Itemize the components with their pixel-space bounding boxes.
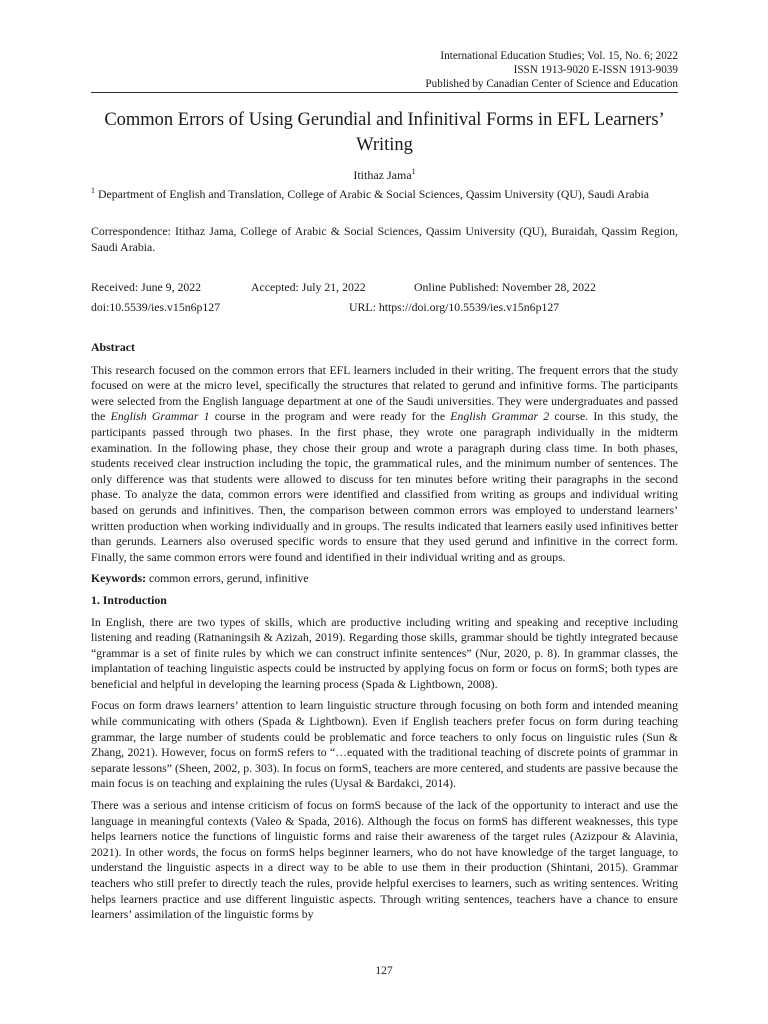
- header-divider: [91, 92, 678, 93]
- accepted-date: Accepted: July 21, 2022: [251, 280, 366, 294]
- affiliation-text: Department of English and Translation, College of Arabic & Social Sciences, Qassim University (QU), Saudi Arabia: [95, 187, 650, 201]
- journal-issn-line: ISSN 1913-9020 E-ISSN 1913-9039: [513, 64, 678, 76]
- abstract-text-2: course in the program and were ready for the: [209, 409, 451, 424]
- intro-paragraph-1: In English, there are two types of skills, which are productive including writing and speaking and receptive including listening and reading (Ratnaningsih & Azizah, 2019). Regarding those skills, grammar should be tightly integrated because “grammar is a set of finite rules by which we can construct infinite sentences” (Nur, 2020, p. 8). In grammar classes, the implantation of teaching linguistic aspects could be instructed by applying focus on form or focus on formS; both types are beneficial and helpful in developing the learning process (Spada & Lightbown, 2008).: [91, 614, 678, 691]
- intro-paragraph-2: Focus on form draws learners’ attention to learn linguistic structure through focusing on both form and intended meaning while communicating with others (Spada & Lightbown). Even if English teachers prefer focus on form during teaching grammar, the large number of students could be problematic and force teachers to only focus on linguistic rules (Sun & Zhang, 2021). However, focus on formS refers to “…equated with the traditional teaching of discrete points of grammar in separate lessons” (Sheen, 2002, p. 303). In focus on formS, teachers are more centered, and students are passive because the main focus is on teaching and explaining the rules (Uysal & Bardakci, 2014).: [91, 698, 678, 791]
- course-name-1: English Grammar 1: [110, 409, 210, 424]
- abstract-heading: Abstract: [91, 340, 135, 354]
- author-superscript: 1: [411, 167, 416, 176]
- published-date: Online Published: November 28, 2022: [414, 280, 596, 294]
- article-body: [91, 340, 678, 929]
- article-url[interactable]: URL: https://doi.org/10.5539/ies.v15n6p127: [349, 300, 560, 314]
- affiliation: [91, 187, 678, 203]
- abstract-paragraph: [91, 363, 678, 566]
- received-date: Received: June 9, 2022: [91, 280, 202, 294]
- correspondence: Correspondence: Itithaz Jama, College of Arabic & Social Sciences, Qassim University (QU), Buraidah, Qassim Region, Saudi Arabia.: [91, 224, 678, 254]
- author-name: Itithaz Jama: [353, 168, 412, 182]
- course-name-2: English Grammar 2: [450, 409, 550, 424]
- abstract-text-3: course. In this study, the participants passed through two phases. In the first phase, they wrote one paragraph individually in the midterm examination. In the following phase, they chose their group and wrote a paragraph during class time. In both phases, students received clear instruction including the topic, the grammatical rules, and the minimum number of sentences. The only difference was that students were allowed to discuss for ten minutes before writing their paragraphs in the second phase. To analyze the data, common errors were identified and classified from writing as groups and individual writing based on gerunds and infinitives. Then, the comparison between common errors was employed to understand learners’ written production when working individually and in groups. The results indicated that learners easily used infinitives better than gerunds. Learners also overused specific words to ensure that they used gerund and infinitive in the correct form. Finally, the same common errors were found and identified in their individual writing and as groups.: [91, 409, 678, 564]
- intro-paragraph-3: There was a serious and intense criticism of focus on formS because of the lack of the opportunity to interact and use the language in meaningful contexts (Valeo & Spada, 2016). Although the focus on formS has different weaknesses, this type helps learners notice the functions of linguistic forms and raise their awareness of the target rules (Azizpour & Alavinia, 2021). In other words, the focus on formS helps beginner learners, who do not have knowledge of the target language, to understand the linguistic aspects in a direct way to be able to use them in their production (Shintani, 2015). Grammar teachers who still prefer to directly teach the rules, provide helpful exercises to learners, such as writing sentences. Writing helps learners practice and use different linguistic aspects. Through writing sentences, teachers have a chance to ensure learners’ assimilation of the linguistic forms by: [91, 798, 678, 922]
- introduction-heading: 1. Introduction: [91, 592, 167, 607]
- journal-volume-line: International Education Studies; Vol. 15, No. 6; 2022: [440, 50, 678, 62]
- doi-text: doi:10.5539/ies.v15n6p127: [91, 300, 221, 314]
- affiliation-superscript: 1: [91, 186, 95, 196]
- journal-header: [425, 49, 678, 91]
- keywords-label: Keywords:: [91, 571, 147, 586]
- journal-publisher-line: Published by Canadian Center of Science and Education: [425, 78, 678, 90]
- article-title: Common Errors of Using Gerundial and Infinitival Forms in EFL Learners’ Writing: [104, 110, 665, 155]
- abstract-text-1: This research focused on the common errors that EFL learners included in their writing. The frequent errors that the study focused on were at the micro level, specifically the structures that related to gerund and infinitive forms. The participants were selected from the English language department at one of the Saudi universities. They were undergraduates and passed the: [91, 362, 678, 424]
- author-line: [91, 168, 678, 183]
- keywords: [91, 571, 678, 587]
- keywords-text: common errors, gerund, infinitive: [146, 571, 309, 586]
- page-number: 127: [375, 965, 393, 977]
